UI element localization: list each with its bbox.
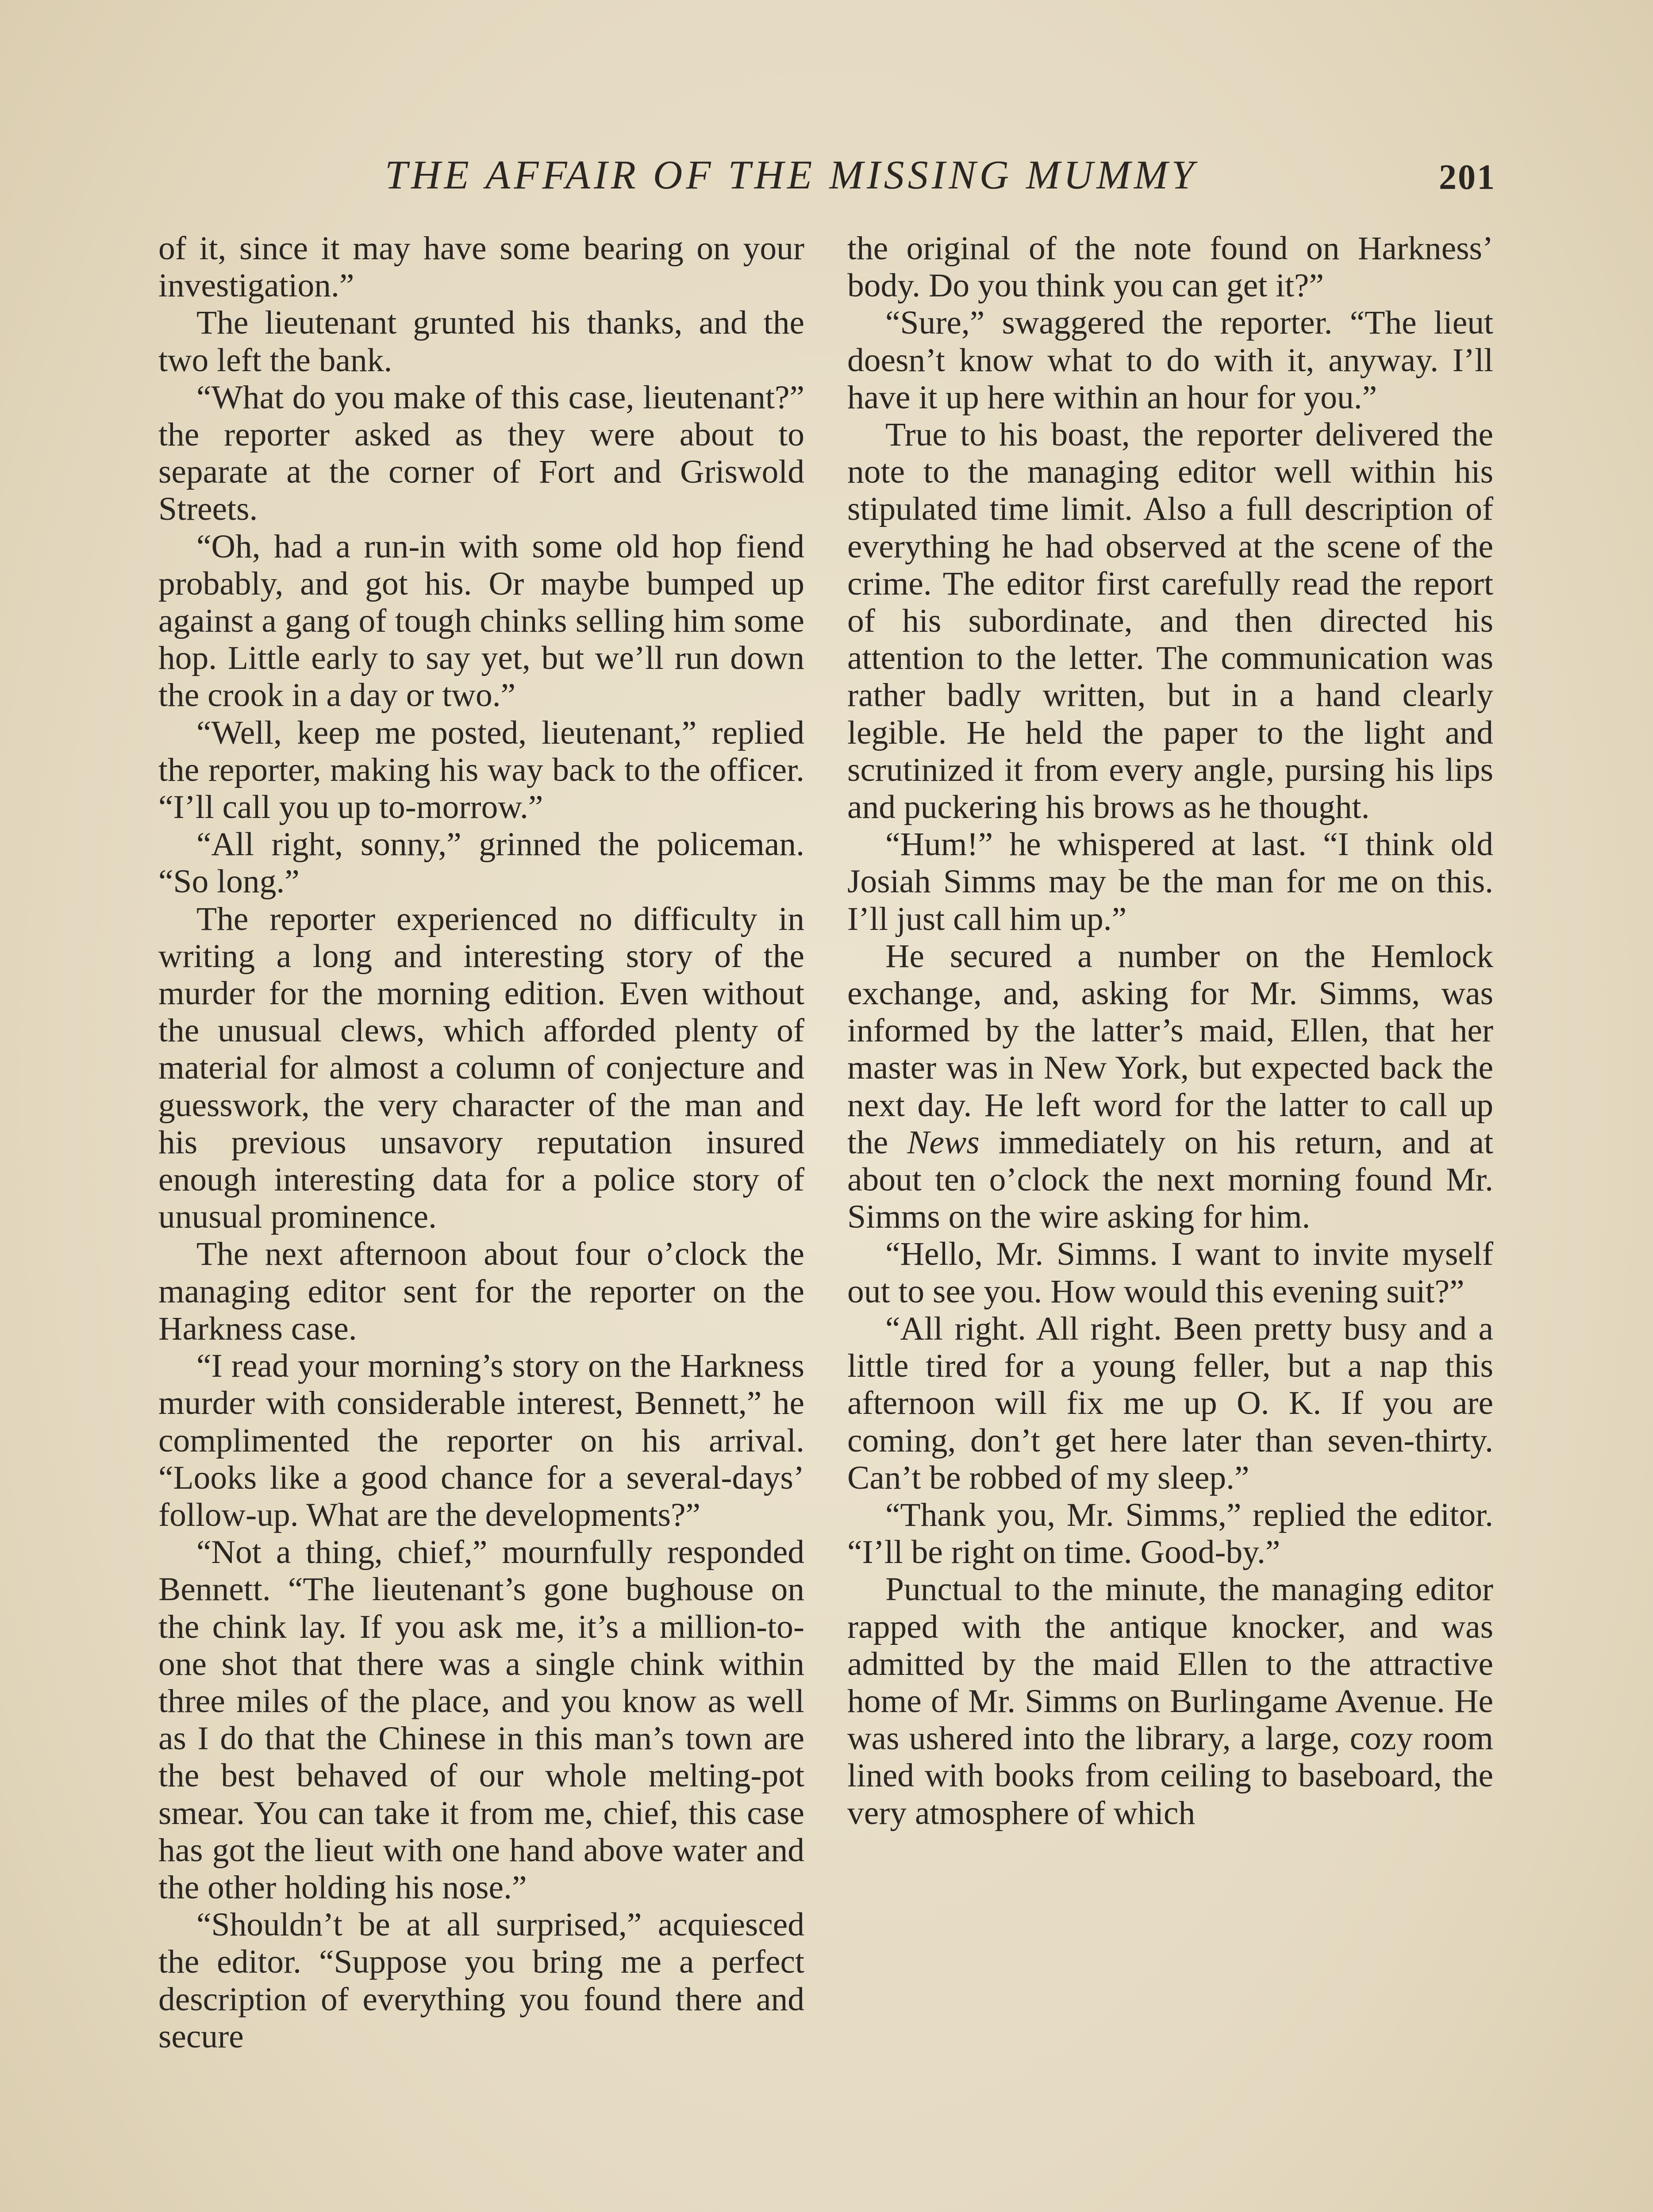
paragraph: True to his boast, the reporter delivered the note to the managing editor well within his stipulated time limit. Also a full description of everything he had observed at the scene of the crime. The editor first carefully read the report of his subordinate, and then directed his attention to the letter. The communication was rather badly written, but in a hand clearly legible. He held the paper to the light and scrutinized it from every angle, pursing his lips and puckering his brows as he thought.: [847, 416, 1493, 826]
paragraph: “Well, keep me posted, lieutenant,” replied the reporter, making his way back to the officer. “I’ll call you up to-morrow.”: [158, 714, 804, 826]
running-title: THE AFFAIR OF THE MISSING MUMMY: [385, 152, 1198, 197]
paragraph: “Oh, had a run-in with some old hop fiend probably, and got his. Or maybe bumped up against a gang of tough chinks selling him some hop. Little early to say yet, but we’ll run down the crook in a day or two.”: [158, 528, 804, 714]
paragraph: “What do you make of this case, lieutenant?” the reporter asked as they were about to separate at the corner of Fort and Griswold Streets.: [158, 379, 804, 528]
left-column: [158, 230, 804, 2055]
paragraph: “I read your morning’s story on the Harkness murder with considerable interest, Bennett,” he complimented the reporter on his arrival. “Looks like a good chance for a several-days’ follow-up. What are the developments?”: [158, 1348, 804, 1533]
paragraph: “All right. All right. Been pretty busy and a little tired for a young feller, but a nap this afternoon will fix me up O. K. If you are coming, don’t get here later than seven-thirty. Can’t be robbed of my sleep.”: [847, 1310, 1493, 1496]
paragraph: “Not a thing, chief,” mournfully responded Bennett. “The lieutenant’s gone bughouse on the chink lay. If you ask me, it’s a million-to-one shot that there was a single chink within three miles of the place, and you know as well as I do that the Chinese in this man’s town are the best behaved of our whole melting-pot smear. You can take it from me, chief, this case has got the lieut with one hand above water and the other holding his nose.”: [158, 1534, 804, 1906]
paragraph: the original of the note found on Harkness’ body. Do you think you can get it?”: [847, 230, 1493, 304]
paragraph: “Thank you, Mr. Simms,” replied the editor. “I’ll be right on time. Good-by.”: [847, 1496, 1493, 1571]
paragraph: “Sure,” swaggered the reporter. “The lieut doesn’t know what to do with it, anyway. I’ll have it up here within an hour for you.”: [847, 304, 1493, 416]
page-header: [0, 146, 1653, 208]
paragraph: “Hello, Mr. Simms. I want to invite myself out to see you. How would this evening suit?”: [847, 1236, 1493, 1310]
paragraph: The next afternoon about four o’clock the managing editor sent for the reporter on the Harkness case.: [158, 1236, 804, 1347]
paragraph: “Shouldn’t be at all surprised,” acquiesced the editor. “Suppose you bring me a perfect description of everything you found there and secure: [158, 1906, 804, 2055]
right-column: [847, 230, 1493, 1832]
page-number: 201: [1439, 158, 1496, 197]
paragraph-text: He secured a number on the Hemlock exchange, and, asking for Mr. Simms, was informed by the latter’s maid, Ellen, that her master was in New York, but expected back the next day. He left word for the latter to call up the: [847, 937, 1493, 1161]
newspaper-name: News: [907, 1124, 980, 1161]
paragraph: The lieutenant grunted his thanks, and the two left the bank.: [158, 304, 804, 379]
paragraph: “All right, sonny,” grinned the policeman. “So long.”: [158, 826, 804, 900]
paragraph-text: immediately on his return, and at about ten o’clock the next morning found Mr. Simms on the wire asking for him.: [847, 1124, 1493, 1236]
paragraph: Punctual to the minute, the managing editor rapped with the antique knocker, and was admitted by the maid Ellen to the attractive home of Mr. Simms on Burlingame Avenue. He was ushered into the library, a large, cozy room lined with books from ceiling to baseboard, the very atmosphere of which: [847, 1571, 1493, 1832]
paragraph: “Hum!” he whispered at last. “I think old Josiah Simms may be the man for me on this. I’ll just call him up.”: [847, 826, 1493, 937]
paragraph: The reporter experienced no difficulty in writing a long and interesting story of the murder for the morning edition. Even without the unusual clews, which afforded plenty of material for almost a column of conjecture and guesswork, the very character of the man and his previous unsavory reputation insured enough interesting data for a police story of unusual prominence.: [158, 900, 804, 1236]
paragraph: of it, since it may have some bearing on your investigation.”: [158, 230, 804, 304]
paragraph: [847, 938, 1493, 1236]
